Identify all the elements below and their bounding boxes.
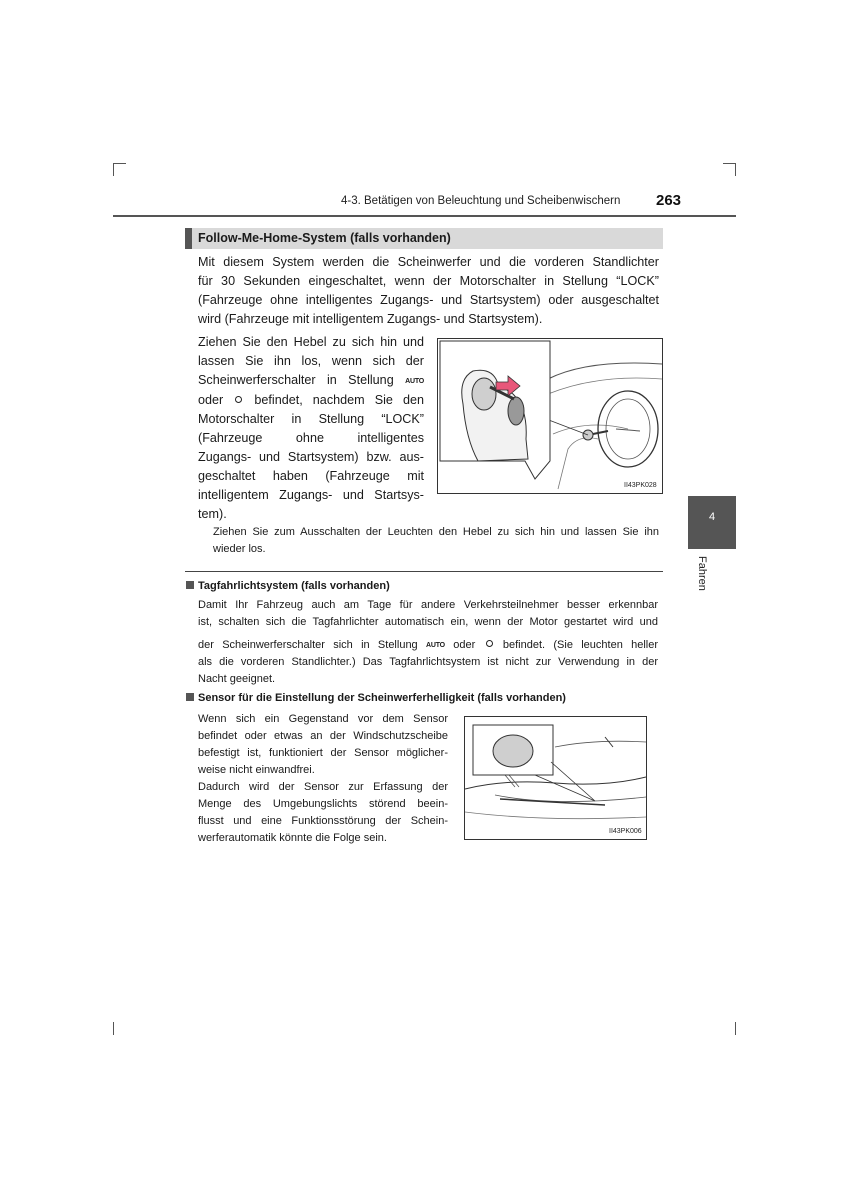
running-header: 4-3. Betätigen von Beleuchtung und Scheibenwischern <box>341 195 621 207</box>
lever-line: Ziehen Sie den Hebel zu sich hin und <box>198 335 424 349</box>
sensor-line: befindet oder etwas an der Windschutzscheibe <box>198 730 448 742</box>
sensor-heading <box>186 691 566 706</box>
sensor-line: werferautomatik könnte die Folge sein. <box>198 832 387 844</box>
sensor-line: weise nicht einwandfrei. <box>198 764 315 776</box>
lever-line: lassen Sie ihn los, wenn sich der <box>198 354 424 368</box>
auto-position-symbol: AUTO <box>405 378 425 385</box>
crop-mark-bottom-left-v <box>113 1022 114 1035</box>
figure-code: II43PK028 <box>624 482 657 489</box>
sensor-illustration <box>464 716 647 840</box>
lever-illustration <box>437 338 663 494</box>
lever-line: tem). <box>198 507 227 521</box>
parking-light-position-icon <box>486 640 493 647</box>
section-title: Follow-Me-Home-System (falls vorhanden) <box>185 228 663 249</box>
sensor-line: befestigt ist, funktioniert der Sensor möglicher- <box>198 747 448 759</box>
intro-line: (Fahrzeuge ohne intelligentes Zugangs- und Startsystem) oder ausgeschaltet <box>198 293 659 307</box>
chapter-label: Fahren <box>696 556 708 591</box>
section-divider <box>185 571 663 572</box>
off-note <box>213 524 659 558</box>
crop-mark-top-left-v <box>113 163 114 176</box>
intro-line: wird (Fahrzeuge mit intelligentem Zugangs- und Startsystem). <box>198 312 543 326</box>
drl-line: Damit Ihr Fahrzeug auch am Tage für andere Verkehrsteilnehmer besser erkennbar <box>198 599 658 611</box>
intro-line: für 30 Sekunden eingeschaltet, wenn der Motorschalter in Stellung “LOCK” <box>198 274 659 288</box>
lever-line: (Fahrzeuge ohne intelligentes <box>198 431 424 445</box>
lever-drawing <box>438 339 662 493</box>
intro-line: Mit diesem System werden die Scheinwerfer und die vorderen Standlichter <box>198 255 659 269</box>
sensor-line: Menge des Umgebungslichts störend beein- <box>198 798 448 810</box>
lever-instruction <box>198 333 424 524</box>
lever-line-text: Scheinwerferschalter in Stellung <box>198 373 394 387</box>
lever-line <box>198 391 424 410</box>
crop-mark-top-left-h <box>113 163 126 164</box>
off-note-line: wieder los. <box>213 543 266 555</box>
drl-line: Nacht geeignet. <box>198 673 276 685</box>
header-rule <box>113 215 736 217</box>
sensor-drawing <box>465 717 646 839</box>
sensor-paragraph-1 <box>198 711 448 779</box>
chapter-number: 4 <box>708 511 716 523</box>
drl-line-text: befindet. (Sie leuchten heller <box>502 639 659 651</box>
intro-paragraph <box>198 253 659 329</box>
drl-line: als die vorderen Standlichter.) Das Tagfahrlichtsystem ist nicht zur Verwendung in der <box>198 656 658 668</box>
square-bullet-icon <box>186 693 194 701</box>
crop-mark-top-right-v <box>735 163 736 176</box>
drl-line <box>198 637 658 654</box>
sensor-line: flusst und eine Funktionsstörung der Schein- <box>198 815 448 827</box>
light-sensor-icon <box>493 735 533 767</box>
parking-light-position-icon <box>235 396 242 403</box>
off-note-line: Ziehen Sie zum Ausschalten der Leuchten den Hebel zu sich hin und lassen Sie ihn <box>213 526 659 538</box>
crop-mark-bottom-right-v <box>735 1022 736 1035</box>
auto-position-symbol: AUTO <box>426 642 445 649</box>
drl-line-text: der Scheinwerferschalter sich in Stellung <box>198 639 418 651</box>
lever-line: Zugangs- und Startsystem) bzw. aus- <box>198 450 424 464</box>
lever-line: Motorschalter in Stellung “LOCK” <box>198 412 424 426</box>
drl-paragraph <box>198 597 658 688</box>
drl-heading <box>186 579 390 594</box>
figure-code: II43PK006 <box>609 828 642 835</box>
sensor-line: Wenn sich ein Gegenstand vor dem Sensor <box>198 713 448 725</box>
drl-line-text: oder <box>453 639 476 651</box>
lever-line-text: befindet, nachdem Sie den <box>254 393 425 407</box>
sensor-paragraph-2 <box>198 779 448 847</box>
drl-line: ist, schalten sich die Tagfahrlichter automatisch ein, wenn der Motor gestartet wird und <box>198 616 658 628</box>
lever-line-text: oder <box>198 393 224 407</box>
page-number: 263 <box>656 192 682 209</box>
sensor-heading-text: Sensor für die Einstellung der Scheinwerferhelligkeit (falls vorhanden) <box>198 692 566 704</box>
drl-heading-text: Tagfahrlichtsystem (falls vorhanden) <box>198 580 390 592</box>
lever-line: geschaltet haben (Fahrzeuge mit <box>198 469 424 483</box>
square-bullet-icon <box>186 581 194 589</box>
sensor-line: Dadurch wird der Sensor zur Erfassung der <box>198 781 448 793</box>
lever-line: intelligentem Zugangs- und Startsys- <box>198 488 424 502</box>
chapter-tab <box>688 496 736 549</box>
lever-line <box>198 371 424 391</box>
